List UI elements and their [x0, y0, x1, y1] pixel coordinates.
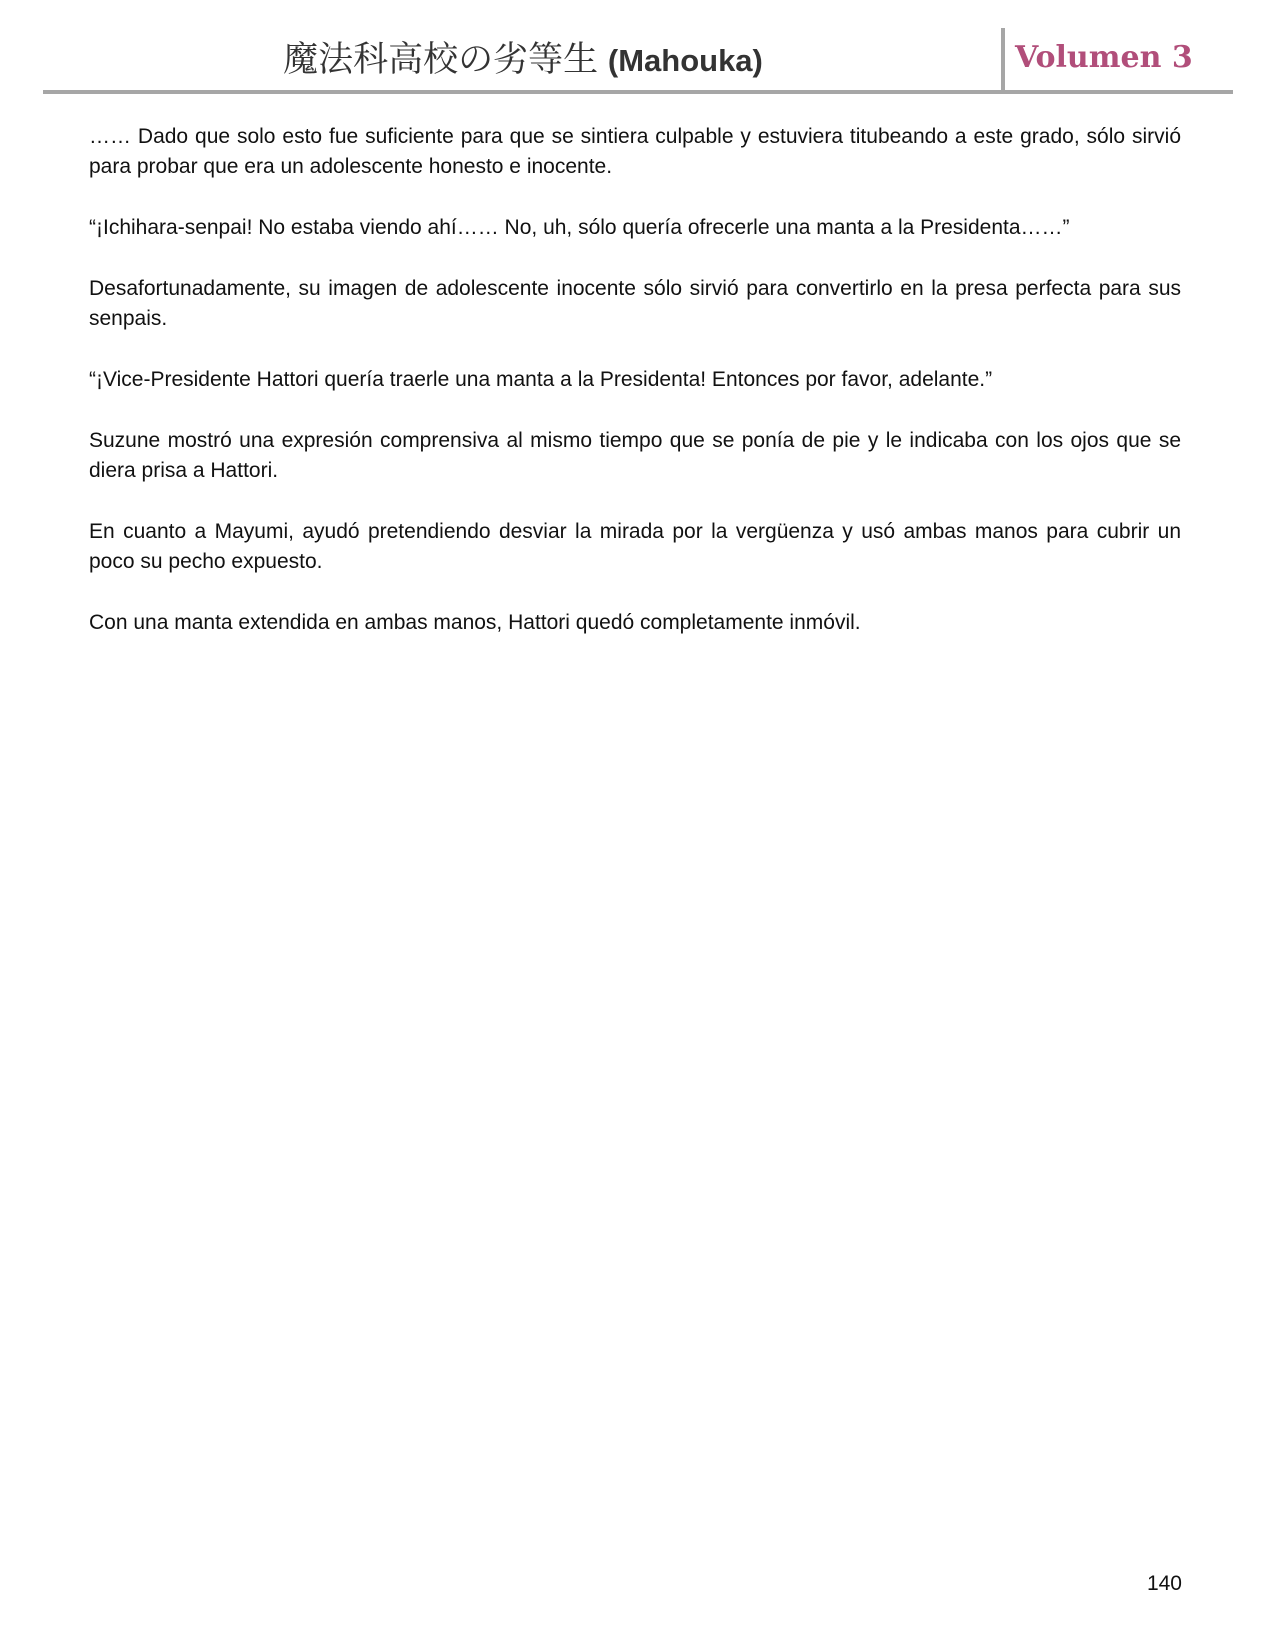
header-rule	[43, 90, 1233, 94]
paragraph: En cuanto a Mayumi, ayudó pretendiendo desviar la mirada por la vergüenza y usó ambas manos para cubrir un poco su pecho expuesto.	[89, 520, 1181, 573]
volume-label: Volumen 3	[1015, 40, 1193, 75]
paragraph: “¡Ichihara-senpai! No estaba viendo ahí…… No, uh, sólo quería ofrecerle una manta a la Presidenta……”	[89, 216, 1070, 239]
paragraph: Suzune mostró una expresión comprensiva al mismo tiempo que se ponía de pie y le indicaba con los ojos que se diera prisa a Hattori.	[89, 429, 1181, 482]
paragraph: …… Dado que solo esto fue suficiente para que se sintiera culpable y estuviera titubeando a este grado, sólo sirvió para probar que era un adolescente honesto e inocente.	[89, 125, 1181, 178]
paragraph: Desafortunadamente, su imagen de adolescente inocente sólo sirvió para convertirlo en la presa perfecta para sus senpais.	[89, 277, 1181, 330]
series-title-japanese: 魔法科高校の劣等生	[283, 40, 599, 80]
paragraph: Con una manta extendida en ambas manos, Hattori quedó completamente inmóvil.	[89, 611, 861, 634]
series-title-english: (Mahouka)	[607, 43, 763, 78]
page-number: 140	[1146, 1572, 1182, 1595]
body-text	[89, 122, 1181, 669]
page-header	[43, 28, 1233, 94]
paragraph: “¡Vice-Presidente Hattori quería traerle una manta a la Presidenta! Entonces por favor, adelante.”	[89, 368, 993, 391]
series-title	[43, 38, 1003, 83]
header-vertical-divider	[1001, 28, 1005, 94]
